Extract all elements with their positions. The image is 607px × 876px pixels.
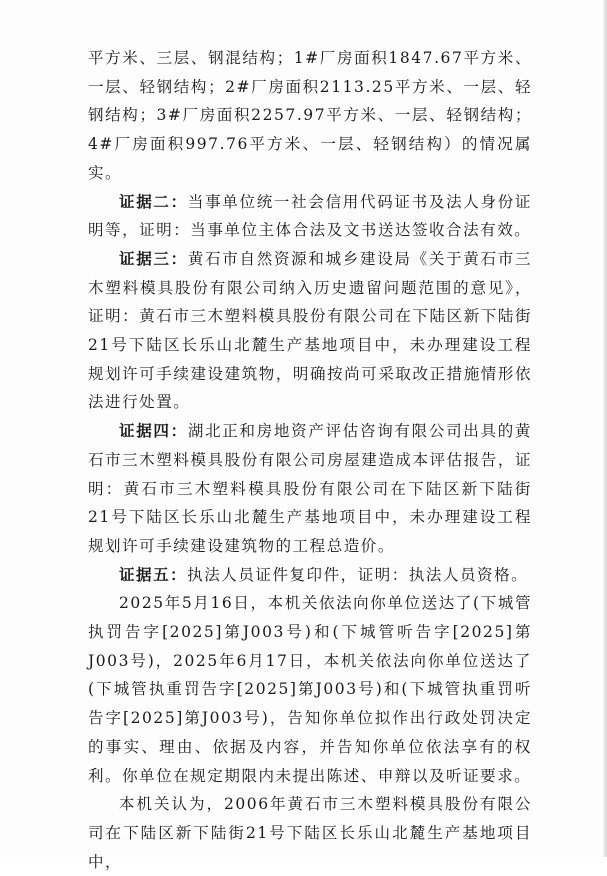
paragraph-text: 当事单位统一社会信用代码证书及法人身份证明等，证明：当事单位主体合法及文书送达签收合法有效。 — [88, 192, 532, 240]
evidence-label: 证据四： — [119, 421, 188, 441]
paragraph-notice-delivery — [88, 589, 532, 790]
paragraph-agency-finding — [88, 790, 532, 876]
paragraph-text: 黄石市自然资源和城乡建设局《关于黄石市三木塑料模具股份有限公司纳入历史遗留问题范围的意见》，证明：黄石市三木塑料模具股份有限公司在下陆区新下陆街21号下陆区长乐山北麓生产基地项目中，未办理建设工程规划许可手续建设建筑物，明确按尚可采取改正措施情形依法进行处置。 — [88, 249, 532, 412]
paragraph-evidence-five — [88, 561, 532, 590]
paragraph-building-areas — [88, 44, 532, 188]
evidence-label: 证据二： — [119, 191, 188, 211]
evidence-label: 证据五： — [119, 564, 188, 584]
paragraph-evidence-two — [88, 188, 532, 245]
paragraph-text: 执法人员证件复印件，证明：执法人员资格。 — [187, 565, 529, 584]
paragraph-text: 2025年5月16日，本机关依法向你单位送达了(下城管执罚告字[2025]第J003号)和(下城管听告字[2025]第J003号)，2025年6月17日，本机关依法向你单位送达了(下城管执重罚告字[2025]第J003号)和(下城管执重罚听告字[2025]第J003号)，告知你单位拟作出行政处罚决定的事实、理由、依据及内容，并告知你单位依法享有的权利。你单位在规定期限内未提出陈述、申辩以及听证要求。 — [88, 594, 532, 785]
document-body — [88, 44, 532, 876]
paragraph-evidence-three — [88, 245, 532, 417]
paragraph-evidence-four — [88, 417, 532, 561]
paragraph-text: 本机关认为，2006年黄石市三木塑料模具股份有限公司在下陆区新下陆街21号下陆区长乐山北麓生产基地项目中， — [88, 795, 532, 871]
paragraph-text: 湖北正和房地资产评估咨询有限公司出具的黄石市三木塑料模具股份有限公司房屋建造成本评估报告，证明：黄石市三木塑料模具股份有限公司在下陆区新下陆街21号下陆区长乐山北麓生产基地项目中，未办理建设工程规划许可手续建设建筑物的工程总造价。 — [88, 422, 532, 555]
paragraph-text: 平方米、三层、钢混结构；1#厂房面积1847.67平方米、一层、轻钢结构；2#厂房面积2113.25平方米、一层、轻钢结构；3#厂房面积2257.97平方米、一层、轻钢结构；4#厂房面积997.76平方米、一层、轻钢结构）的情况属实。 — [88, 49, 532, 182]
page-edge-shadow — [603, 0, 607, 857]
evidence-label: 证据三： — [119, 248, 188, 268]
